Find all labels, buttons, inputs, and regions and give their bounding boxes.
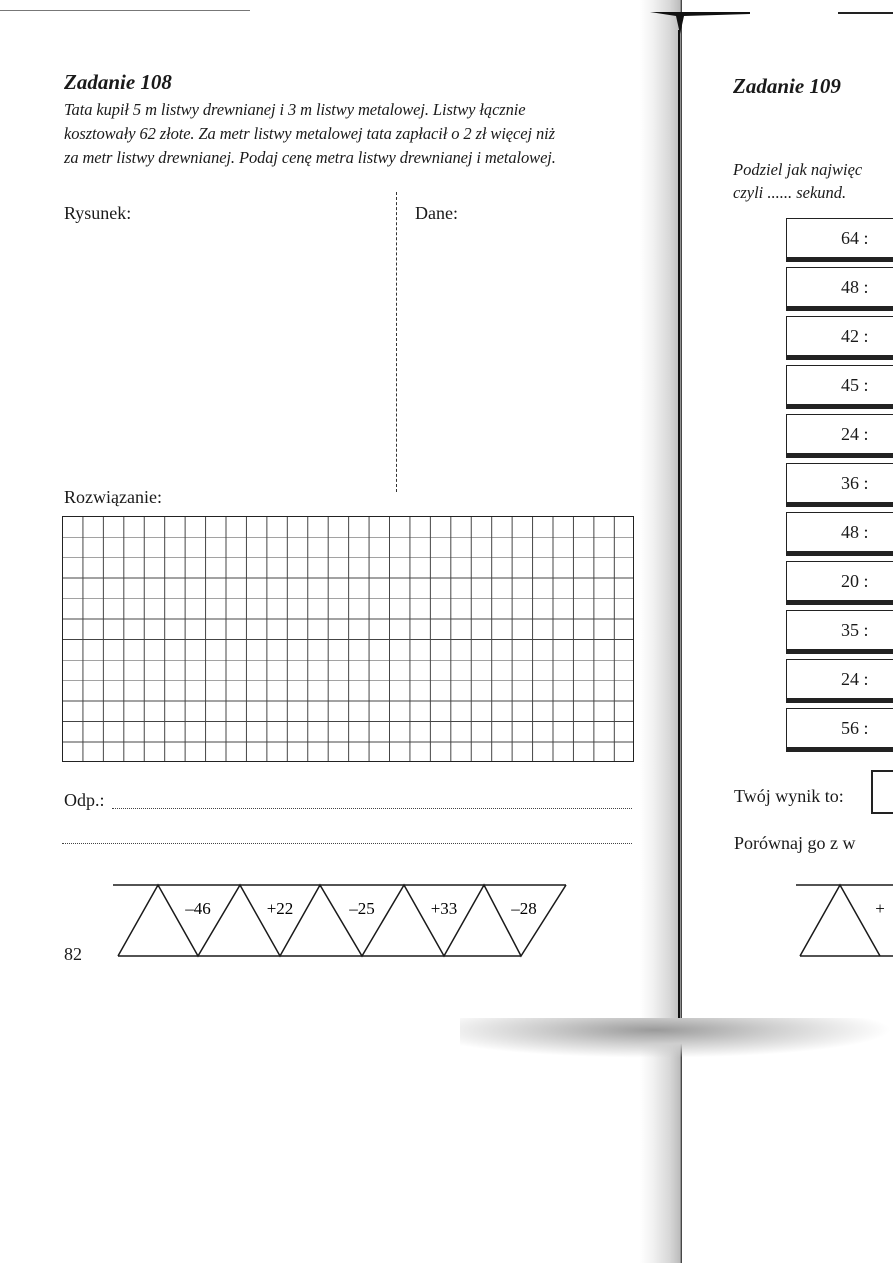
right-top-rule — [838, 12, 893, 14]
section-divider — [396, 192, 397, 492]
bottom-page-shadow — [460, 1018, 893, 1058]
division-box[interactable]: 56 : — [786, 708, 893, 748]
spine-cap-mark — [650, 10, 750, 34]
triangle-value-5: –28 — [511, 899, 537, 918]
answer-label: Odp.: — [64, 790, 105, 810]
division-box[interactable]: 20 : — [786, 561, 893, 601]
division-box[interactable]: 45 : — [786, 365, 893, 405]
spine-line — [678, 30, 680, 1020]
right-triangle-strip — [796, 876, 893, 962]
division-box[interactable]: 24 : — [786, 414, 893, 454]
task-108-title: Zadanie 108 — [64, 70, 172, 94]
task-108-line-1: Tata kupił 5 m listwy drewnianej i 3 m listwy metalowej. Listwy łącznie — [64, 100, 526, 119]
drawing-label: Rysunek: — [64, 203, 132, 223]
triangle-value-3: –25 — [349, 899, 375, 918]
division-box[interactable]: 48 : — [786, 512, 893, 552]
task-108-line-3: za metr listwy drewnianej. Podaj cenę metra listwy drewnianej i metalowej. — [64, 148, 556, 167]
solution-grid[interactable] — [62, 516, 634, 762]
solution-label: Rozwiązanie: — [64, 487, 162, 507]
task-108-line-2: kosztowały 62 złote. Za metr listwy metalowej tata zapłacił o 2 zł więcej niż — [64, 124, 555, 143]
triangle-value-4: +33 — [430, 899, 458, 918]
right-triangle-value-1: + — [875, 899, 885, 918]
book-spine-shadow — [640, 0, 682, 1263]
result-label: Twój wynik to: — [734, 786, 844, 806]
top-rule — [0, 10, 250, 11]
strip-zigzag — [118, 885, 566, 956]
compare-label: Porównaj go z w — [734, 833, 856, 853]
page-number: 82 — [64, 944, 82, 964]
task-109-instruction-2: czyli ...... sekund. — [733, 183, 847, 202]
answer-line-1[interactable] — [112, 808, 632, 809]
triangle-value-2: +22 — [266, 899, 294, 918]
division-box[interactable]: 35 : — [786, 610, 893, 650]
division-box[interactable]: 24 : — [786, 659, 893, 699]
task-109-instruction-1: Podziel jak najwięc — [733, 160, 863, 179]
division-box[interactable]: 42 : — [786, 316, 893, 356]
result-input-box[interactable] — [871, 770, 893, 814]
triangle-value-1: –46 — [185, 899, 211, 918]
division-box[interactable]: 64 : — [786, 218, 893, 258]
given-label: Dane: — [415, 203, 458, 223]
triangle-strip — [110, 876, 575, 962]
division-box[interactable]: 48 : — [786, 267, 893, 307]
task-109-title: Zadanie 109 — [733, 74, 841, 98]
answer-line-2[interactable] — [62, 843, 632, 844]
division-box[interactable]: 36 : — [786, 463, 893, 503]
